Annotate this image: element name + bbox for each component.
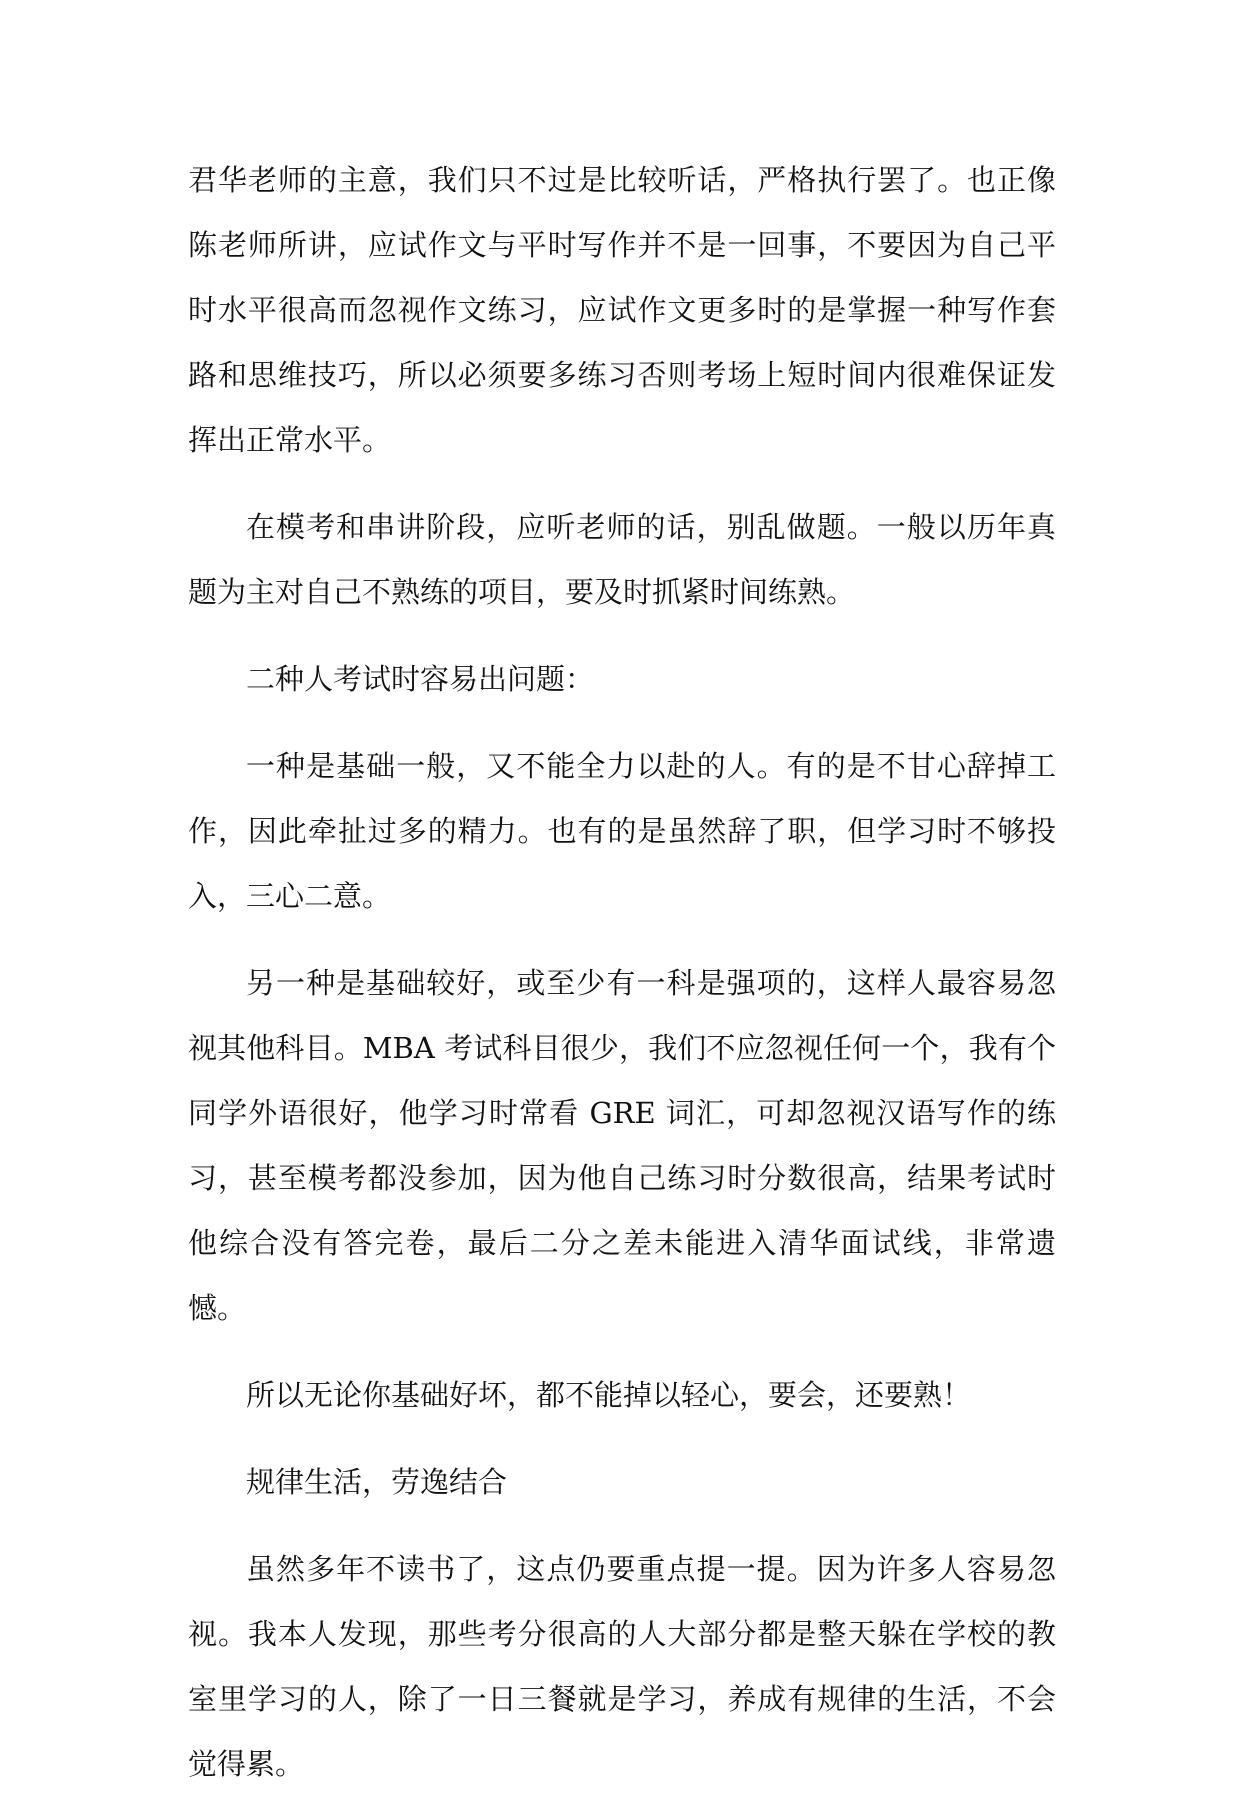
document-body <box>188 148 1056 1797</box>
paragraph-5: 另一种是基础较好，或至少有一科是强项的，这样人最容易忽视其他科目。MBA 考试科目很少，我们不应忽视任何一个，我有个同学外语很好，他学习时常看 GRE 词汇，可却忽视汉语写作的练习，甚至模考都没参加，因为他自己练习时分数很高，结果考试时他综合没有答完卷，最后二分之差未能进入清华面试线，非常遗憾。 <box>188 966 1056 1325</box>
paragraph-2: 在模考和串讲阶段，应听老师的话，别乱做题。一般以历年真题为主对自己不熟练的项目，要及时抓紧时间练熟。 <box>188 510 1056 609</box>
section-heading: 规律生活，劳逸结合 <box>246 1465 508 1499</box>
paragraph-4: 一种是基础一般，又不能全力以赴的人。有的是不甘心辞掉工作，因此牵扯过多的精力。也有的是虽然辞了职，但学习时不够投入，三心二意。 <box>188 749 1056 913</box>
paragraph-1: 君华老师的主意，我们只不过是比较听话，严格执行罢了。也正像陈老师所讲，应试作文与平时写作并不是一回事，不要因为自己平时水平很高而忽视作文练习，应试作文更多时的是掌握一种写作套路和思维技巧，所以必须要多练习否则考场上短时间内很难保证发挥出正常水平。 <box>188 163 1056 457</box>
paragraph-6: 所以无论你基础好坏，都不能掉以轻心，要会，还要熟！ <box>246 1378 972 1412</box>
paragraph-7: 虽然多年不读书了，这点仍要重点提一提。因为许多人容易忽视。我本人发现，那些考分很高的人大部分都是整天躲在学校的教室里学习的人，除了一日三餐就是学习，养成有规律的生活，不会觉得累。 <box>188 1552 1056 1781</box>
paragraph-3: 二种人考试时容易出问题： <box>246 662 595 696</box>
